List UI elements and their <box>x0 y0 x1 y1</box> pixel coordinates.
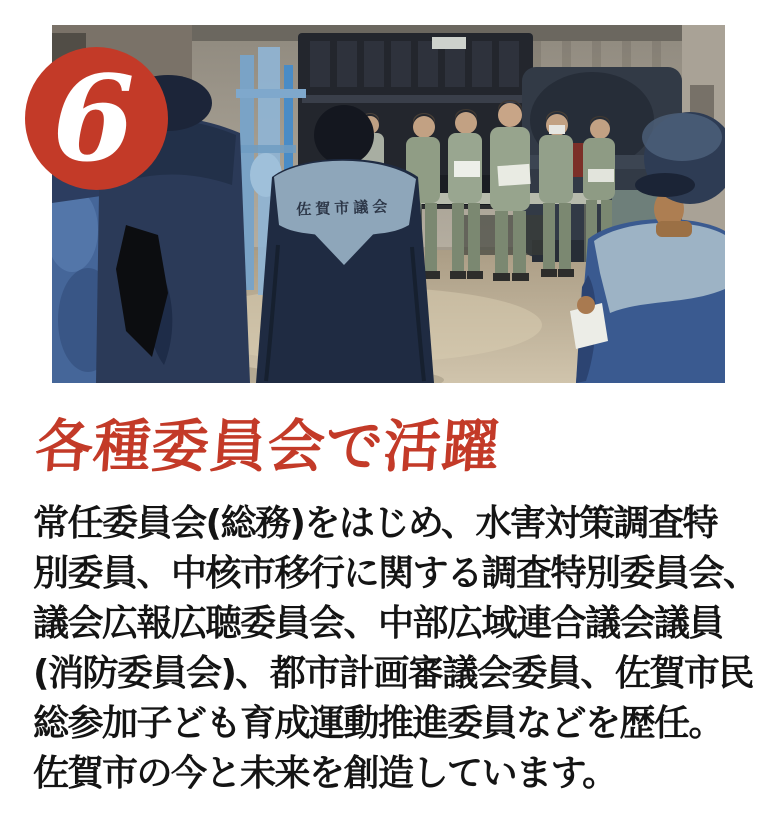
jacket-back-text: 佐賀市議会 <box>296 197 392 219</box>
section-heading: 各種委員会で活躍 <box>33 414 502 480</box>
body-line-4: (消防委員会)、都市計画審議会委員、佐賀市民 <box>33 653 753 694</box>
paper <box>454 161 480 177</box>
body-line-3: 議会広報広聴委員会、中部広域連合議会議員 <box>33 603 724 644</box>
center-visitor-head <box>314 105 374 165</box>
body-line-2: 別委員、中核市移行に関する調査特別委員会、 <box>33 553 758 594</box>
section-number: 6 <box>52 48 135 188</box>
section-body <box>33 499 758 799</box>
face-mask <box>549 125 565 134</box>
right-visitor-hand <box>577 296 595 314</box>
tray <box>588 169 614 182</box>
body-line-1: 常任委員会(総務)をはじめ、水害対策調査特 <box>33 503 717 544</box>
engine-label <box>432 37 466 49</box>
section-number-badge <box>25 47 168 190</box>
white-box <box>497 164 530 186</box>
body-line-5: 総参加子ども育成運動推進委員などを歴任。 <box>33 703 724 744</box>
body-line-6: 佐賀市の今と未来を創造しています。 <box>33 753 617 794</box>
